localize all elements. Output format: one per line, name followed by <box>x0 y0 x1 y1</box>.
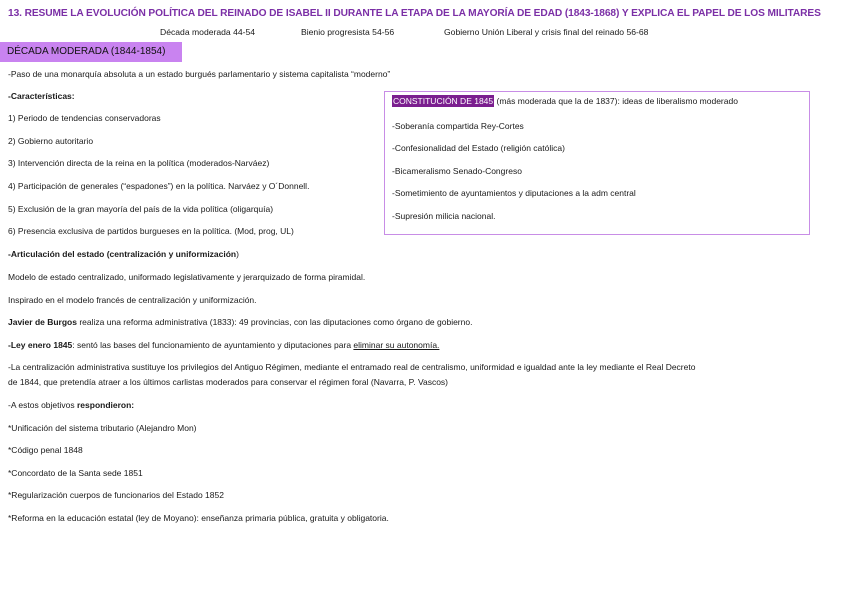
intro-text: -Paso de una monarquía absoluta a un estado burgués parlamentario y sistema capitalista “moderno” <box>8 69 391 79</box>
constitution-heading-rest: (más moderada que la de 1837): ideas de liberalismo moderado <box>494 96 738 106</box>
constitution-item: -Bicameralismo Senado-Congreso <box>392 166 522 176</box>
centralization-line-2: de 1844, que pretendía atraer a los últimos carlistas moderados para conservar el régimen foral (Navarra, P. Vascos) <box>8 377 449 387</box>
burgos-paragraph <box>8 315 472 330</box>
centralization-line-1: -La centralización administrativa sustituye los privilegios del Antiguo Régimen, mediante el entramado real de centralismo, uniformidad e igualdad ante la ley mediante el Real Decreto <box>8 362 696 372</box>
feature-item: 4) Participación de generales (“espadones”) en la política. Narváez y O´Donnell. <box>8 181 310 191</box>
period-progressive: Bienio progresista 54-56 <box>301 27 395 37</box>
section-heading: DÉCADA MODERADA (1844-1854) <box>7 46 166 57</box>
period-liberal-union: Gobierno Unión Liberal y crisis final del reinado 56-68 <box>444 27 649 37</box>
period-moderate: Década moderada 44-54 <box>160 27 256 37</box>
articulation-close: ) <box>236 249 239 259</box>
articulation-heading <box>8 247 239 262</box>
objective-item: *Concordato de la Santa sede 1851 <box>8 468 143 478</box>
inspired-text: Inspirado en el modelo francés de centralización y uniformización. <box>8 295 257 305</box>
feature-item: 3) Intervención directa de la reina en la política (moderados-Narváez) <box>8 158 270 168</box>
law-label: -Ley enero 1845 <box>8 340 73 350</box>
model-text: Modelo de estado centralizado, uniformado legislativamente y jerarquizado de forma piramidal. <box>8 272 366 282</box>
objectives-prefix: -A estos objetivos <box>8 400 77 410</box>
constitution-item: -Confesionalidad del Estado (religión católica) <box>392 143 565 153</box>
law-paragraph <box>8 338 439 353</box>
objectives-heading <box>8 398 134 413</box>
objective-item: *Unificación del sistema tributario (Alejandro Mon) <box>8 423 197 433</box>
section-heading-band <box>0 42 182 62</box>
feature-item: 5) Exclusión de la gran mayoría del país de la vida política (oligarquía) <box>8 204 274 214</box>
constitution-box <box>384 91 810 235</box>
objective-item: *Reforma en la educación estatal (ley de Moyano): enseñanza primaria pública, gratuita y obligatoria. <box>8 513 389 523</box>
objective-item: *Código penal 1848 <box>8 445 83 455</box>
objectives-bold: respondieron: <box>76 400 135 410</box>
feature-item: 6) Presencia exclusiva de partidos burgueses en la política. (Mod, prog, UL) <box>8 226 294 236</box>
constitution-highlight: CONSTITUCIÓN DE 1845 <box>393 96 494 106</box>
constitution-item: -Sometimiento de ayuntamientos y diputaciones a la adm central <box>392 188 636 198</box>
burgos-text: realiza una reforma administrativa (1833): 49 provincias, con las diputaciones como órgano de gobierno. <box>76 317 473 327</box>
law-underlined: eliminar su autonomía. <box>353 340 440 350</box>
feature-item: 1) Periodo de tendencias conservadoras <box>8 113 161 123</box>
burgos-name: Javier de Burgos <box>8 317 77 327</box>
constitution-item: -Supresión milicia nacional. <box>392 211 496 221</box>
constitution-item: -Soberanía compartida Rey-Cortes <box>392 121 524 131</box>
feature-item: 2) Gobierno autoritario <box>8 136 94 146</box>
articulation-label: -Articulación del estado (centralización y uniformización <box>8 249 237 259</box>
objective-item: *Regularización cuerpos de funcionarios del Estado 1852 <box>8 490 224 500</box>
law-text: : sentó las bases del funcionamiento de ayuntamiento y diputaciones para <box>72 340 354 350</box>
page-title: 13. RESUME LA EVOLUCIÓN POLÍTICA DEL REINADO DE ISABEL II DURANTE LA ETAPA DE LA MAYORÍA DE EDAD (1843-1868) Y EXPLICA EL PAPEL DE LOS MILITARES <box>8 8 821 19</box>
features-label: -Características: <box>8 91 75 101</box>
constitution-heading <box>392 96 738 106</box>
